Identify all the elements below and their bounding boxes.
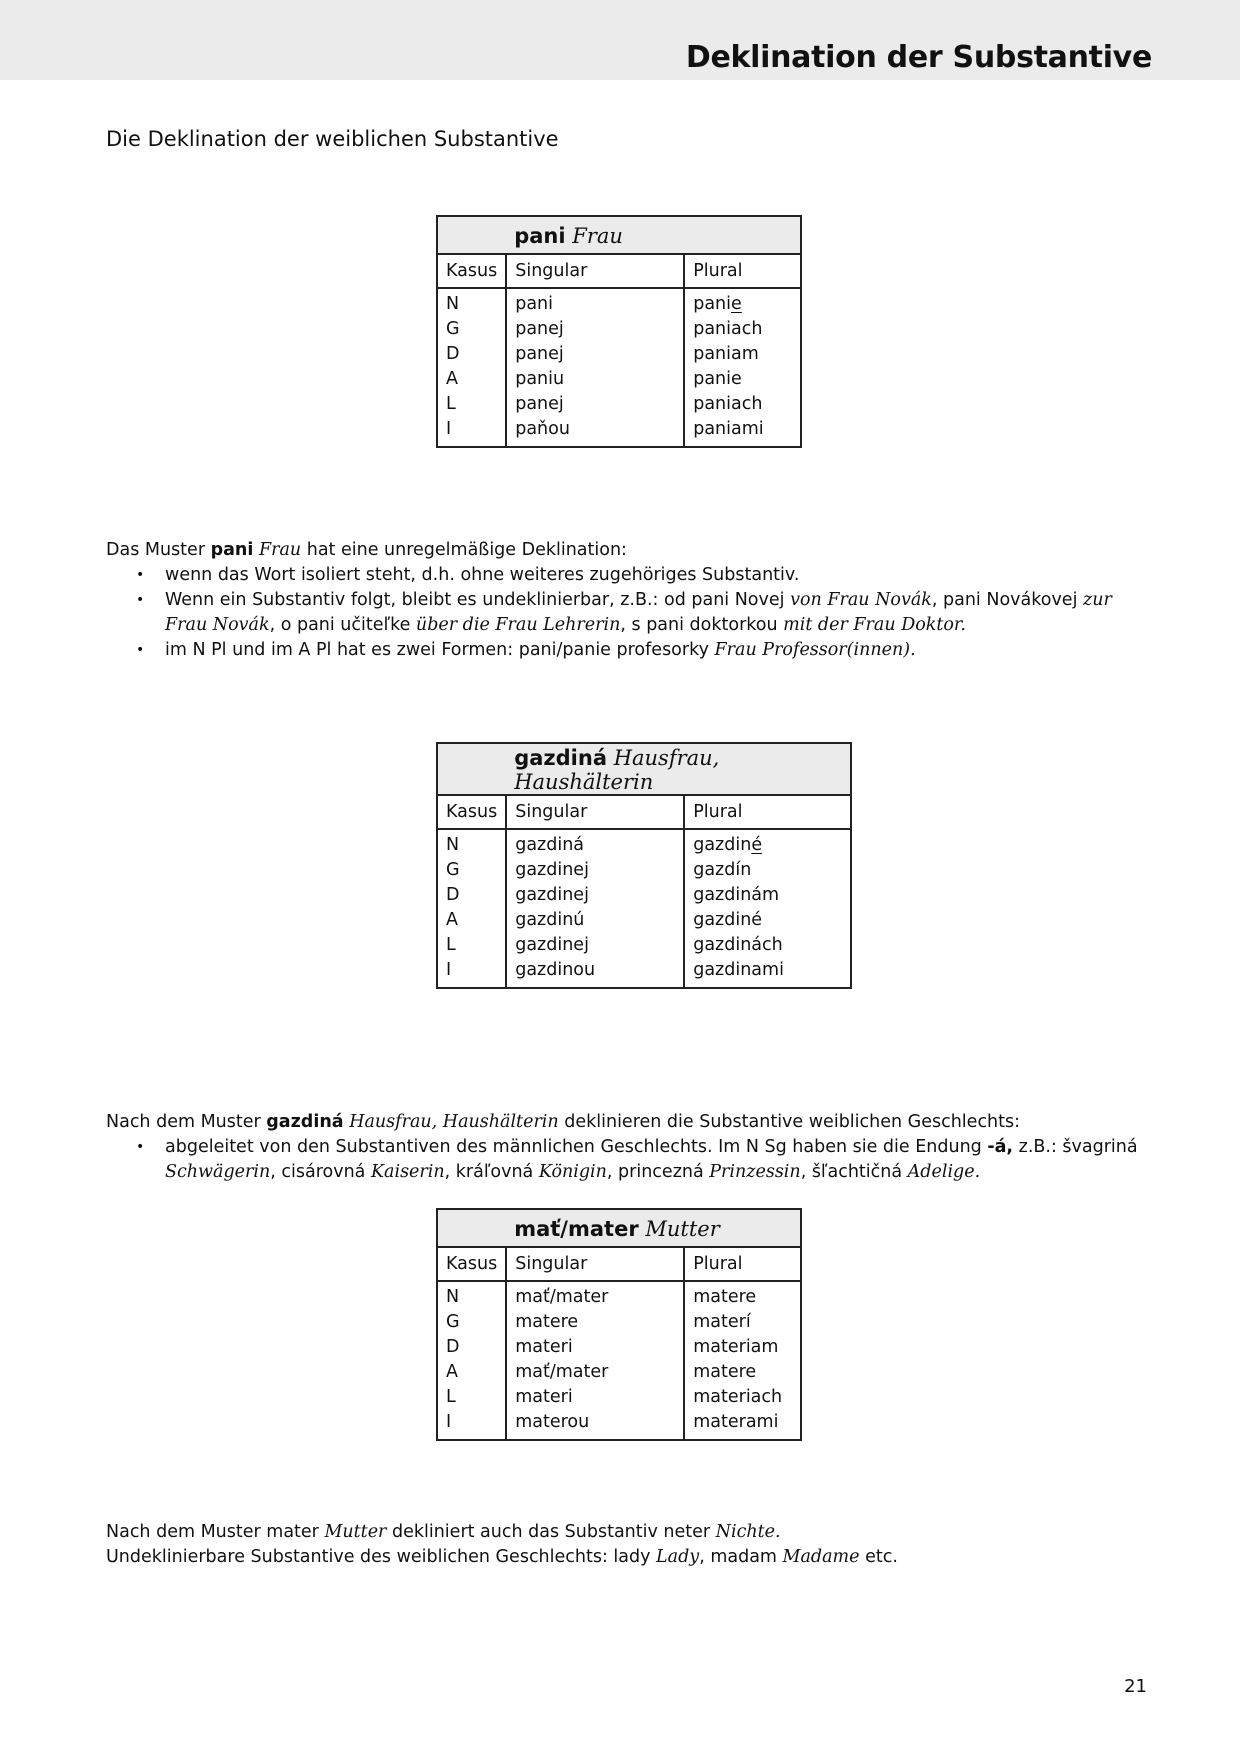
note-pani: [106, 538, 1146, 663]
col-header-plural: Plural: [684, 1247, 801, 1281]
note-gazdina-intro: [106, 1110, 1146, 1135]
table-lemma-title: [506, 1209, 801, 1247]
note-mater: [106, 1520, 1146, 1570]
note-mater-line1: [106, 1520, 1146, 1545]
text: , šľachtičná: [800, 1162, 908, 1182]
plural-form: paniam: [684, 342, 801, 367]
table-row: [437, 958, 851, 988]
text: dekliniert auch das Substantiv neter: [386, 1522, 716, 1542]
plural-form: materami: [684, 1410, 801, 1440]
table-row: [437, 933, 851, 958]
text: , kráľovná: [444, 1162, 539, 1182]
case-label: A: [446, 1362, 458, 1382]
lemma: gazdiná: [514, 746, 607, 770]
list-item: • wenn das Wort isoliert steht, d.h. ohne weiteres zugehöriges Substantiv.: [106, 563, 1146, 588]
note-gazdina-list: [106, 1135, 1146, 1185]
ending-bold: -á,: [987, 1137, 1014, 1157]
table-row: [437, 858, 851, 883]
singular-form: paňou: [506, 417, 684, 447]
table-row: [437, 1310, 801, 1335]
col-header-singular: Singular: [506, 795, 684, 829]
list-item: [106, 638, 1146, 663]
page-number: 21: [1124, 1676, 1147, 1697]
table-row: [437, 1335, 801, 1360]
text: Das Muster: [106, 540, 211, 560]
list-item: [106, 1135, 1146, 1185]
lemma: mať/mater: [514, 1217, 639, 1241]
singular-form: gazdinou: [506, 958, 684, 988]
plural-form: materiam: [684, 1335, 801, 1360]
plural-form: paniach: [684, 392, 801, 417]
case-label: D: [446, 885, 460, 905]
lemma-translation: Frau: [572, 224, 623, 248]
text: , s pani doktorkou: [620, 615, 784, 635]
plural-form: [684, 288, 801, 317]
translation-italic: über die Frau Lehrerin: [415, 615, 621, 635]
table-row: [437, 317, 801, 342]
col-header-kasus: Kasus: [437, 795, 506, 829]
case-label: I: [446, 1412, 452, 1432]
table-row: [437, 417, 801, 447]
table-row: [437, 908, 851, 933]
table-lemma-title: [506, 743, 851, 795]
text: , princezná: [606, 1162, 710, 1182]
table-row: [437, 883, 851, 908]
plural-form: gazdiné: [684, 908, 851, 933]
title-spacer: [437, 743, 506, 795]
text: deklinieren die Substantive weiblichen Geschlechts:: [558, 1112, 1021, 1132]
singular-form: panej: [506, 317, 684, 342]
plural-form: gazdín: [684, 858, 851, 883]
case-label: I: [446, 960, 452, 980]
translation-italic: Königin: [538, 1162, 607, 1182]
plural-form-stem: pani: [693, 294, 732, 314]
case-label: N: [446, 1287, 460, 1307]
text: , o pani učiteľke: [269, 615, 416, 635]
singular-form: gazdinej: [506, 933, 684, 958]
case-label: L: [446, 935, 456, 955]
table-lemma-title: [506, 216, 801, 254]
translation-italic: zur Frau Novák: [165, 590, 1112, 635]
declension-table-mater: [436, 1208, 802, 1441]
translation-italic: Madame: [782, 1547, 860, 1567]
translation-italic: von Frau Novák: [790, 590, 932, 610]
table-row: [437, 367, 801, 392]
case-label: L: [446, 1387, 456, 1407]
col-header-singular: Singular: [506, 1247, 684, 1281]
singular-form: panej: [506, 342, 684, 367]
title-spacer: [437, 216, 506, 254]
table-row: [437, 342, 801, 367]
text: z.B.: švagriná: [1013, 1137, 1138, 1157]
singular-form: gazdinej: [506, 883, 684, 908]
table-title-row: [437, 1209, 801, 1247]
table-header-row: [437, 795, 851, 829]
case-label: G: [446, 860, 460, 880]
table-title-row: [437, 743, 851, 795]
text: Nach dem Muster: [106, 1112, 267, 1132]
case-label: D: [446, 344, 460, 364]
case-label: I: [446, 419, 452, 439]
singular-form: materou: [506, 1410, 684, 1440]
section-title: Die Deklination der weiblichen Substantive: [106, 127, 559, 151]
page-header-title: Deklination der Substantive: [685, 40, 1152, 75]
table-header-row: [437, 254, 801, 288]
singular-form: gazdinej: [506, 858, 684, 883]
plural-form: [684, 829, 851, 858]
text: Undeklinierbare Substantive des weiblichen Geschlechts: lady: [106, 1547, 657, 1567]
table-row: [437, 1385, 801, 1410]
note-mater-line2: [106, 1545, 1146, 1570]
table-row: [437, 288, 801, 317]
plural-form-ending: é: [751, 835, 763, 855]
list-item: [106, 588, 1146, 638]
plural-form: panie: [684, 367, 801, 392]
plural-form: paniach: [684, 317, 801, 342]
table-row: [437, 829, 851, 858]
text: hat eine unregelmäßige Deklination:: [301, 540, 627, 560]
translation-italic: Adelige.: [907, 1162, 981, 1182]
col-header-kasus: Kasus: [437, 254, 506, 288]
col-header-plural: Plural: [684, 795, 851, 829]
lemma-translation: Hausfrau, Haushälterin: [514, 746, 720, 794]
translation-italic: Hausfrau, Haushälterin: [349, 1112, 559, 1132]
text: Wenn ein Substantiv folgt, bleibt es undeklinierbar, z.B.: od pani Novej: [165, 590, 791, 610]
singular-form: materi: [506, 1385, 684, 1410]
case-label: G: [446, 1312, 460, 1332]
translation-italic: Mutter: [324, 1522, 387, 1542]
title-spacer: [437, 1209, 506, 1247]
singular-form: paniu: [506, 367, 684, 392]
table-header-row: [437, 1247, 801, 1281]
table-row: [437, 1410, 801, 1440]
plural-form: materiach: [684, 1385, 801, 1410]
singular-form: pani: [506, 288, 684, 317]
case-label: D: [446, 1337, 460, 1357]
singular-form: mať/mater: [506, 1360, 684, 1385]
col-header-kasus: Kasus: [437, 1247, 506, 1281]
text: abgeleitet von den Substantiven des männlichen Geschlechts. Im N Sg haben sie die Endung: [165, 1137, 988, 1157]
table-row: [437, 392, 801, 417]
plural-form: gazdinách: [684, 933, 851, 958]
translation-italic: Nichte.: [715, 1522, 781, 1542]
plural-form-ending: e: [731, 294, 742, 314]
text: , cisárovná: [270, 1162, 371, 1182]
col-header-singular: Singular: [506, 254, 684, 288]
case-label: A: [446, 369, 458, 389]
text: im N Pl und im A Pl hat es zwei Formen: pani/panie profesorky: [165, 640, 715, 660]
translation-italic: Lady: [656, 1547, 700, 1567]
singular-form: materi: [506, 1335, 684, 1360]
plural-form-stem: gazdin: [693, 835, 752, 855]
translation-italic: Frau: [258, 540, 302, 560]
lemma-translation: Mutter: [645, 1217, 720, 1241]
plural-form: gazdinám: [684, 883, 851, 908]
singular-form: gazdiná: [506, 829, 684, 858]
declension-table-pani: [436, 215, 802, 448]
text: Nach dem Muster mater: [106, 1522, 325, 1542]
plural-form: matere: [684, 1360, 801, 1385]
text: , madam: [699, 1547, 783, 1567]
note-pani-intro: [106, 538, 1146, 563]
declension-table-gazdina: [436, 742, 852, 989]
col-header-plural: Plural: [684, 254, 801, 288]
translation-italic: Prinzessin: [709, 1162, 801, 1182]
text: , pani Novákovej: [931, 590, 1083, 610]
translation-italic: Schwägerin: [165, 1162, 271, 1182]
case-label: A: [446, 910, 458, 930]
case-label: N: [446, 835, 460, 855]
case-label: N: [446, 294, 460, 314]
lemma-bold: gazdiná: [266, 1112, 344, 1132]
singular-form: mať/mater: [506, 1281, 684, 1310]
table-row: [437, 1281, 801, 1310]
plural-form: gazdinami: [684, 958, 851, 988]
table-row: [437, 1360, 801, 1385]
singular-form: gazdinú: [506, 908, 684, 933]
table-title-row: [437, 216, 801, 254]
text: etc.: [859, 1547, 898, 1567]
lemma: pani: [514, 224, 566, 248]
note-pani-list: [106, 563, 1146, 663]
plural-form: paniami: [684, 417, 801, 447]
singular-form: panej: [506, 392, 684, 417]
case-label: G: [446, 319, 460, 339]
lemma-bold: pani: [210, 540, 254, 560]
plural-form: matere: [684, 1281, 801, 1310]
translation-italic: Frau Professor(innen).: [714, 640, 916, 660]
translation-italic: mit der Frau Doktor.: [783, 615, 966, 635]
translation-italic: Kaiserin: [370, 1162, 445, 1182]
plural-form: materí: [684, 1310, 801, 1335]
case-label: L: [446, 394, 456, 414]
note-gazdina: [106, 1110, 1146, 1185]
singular-form: matere: [506, 1310, 684, 1335]
